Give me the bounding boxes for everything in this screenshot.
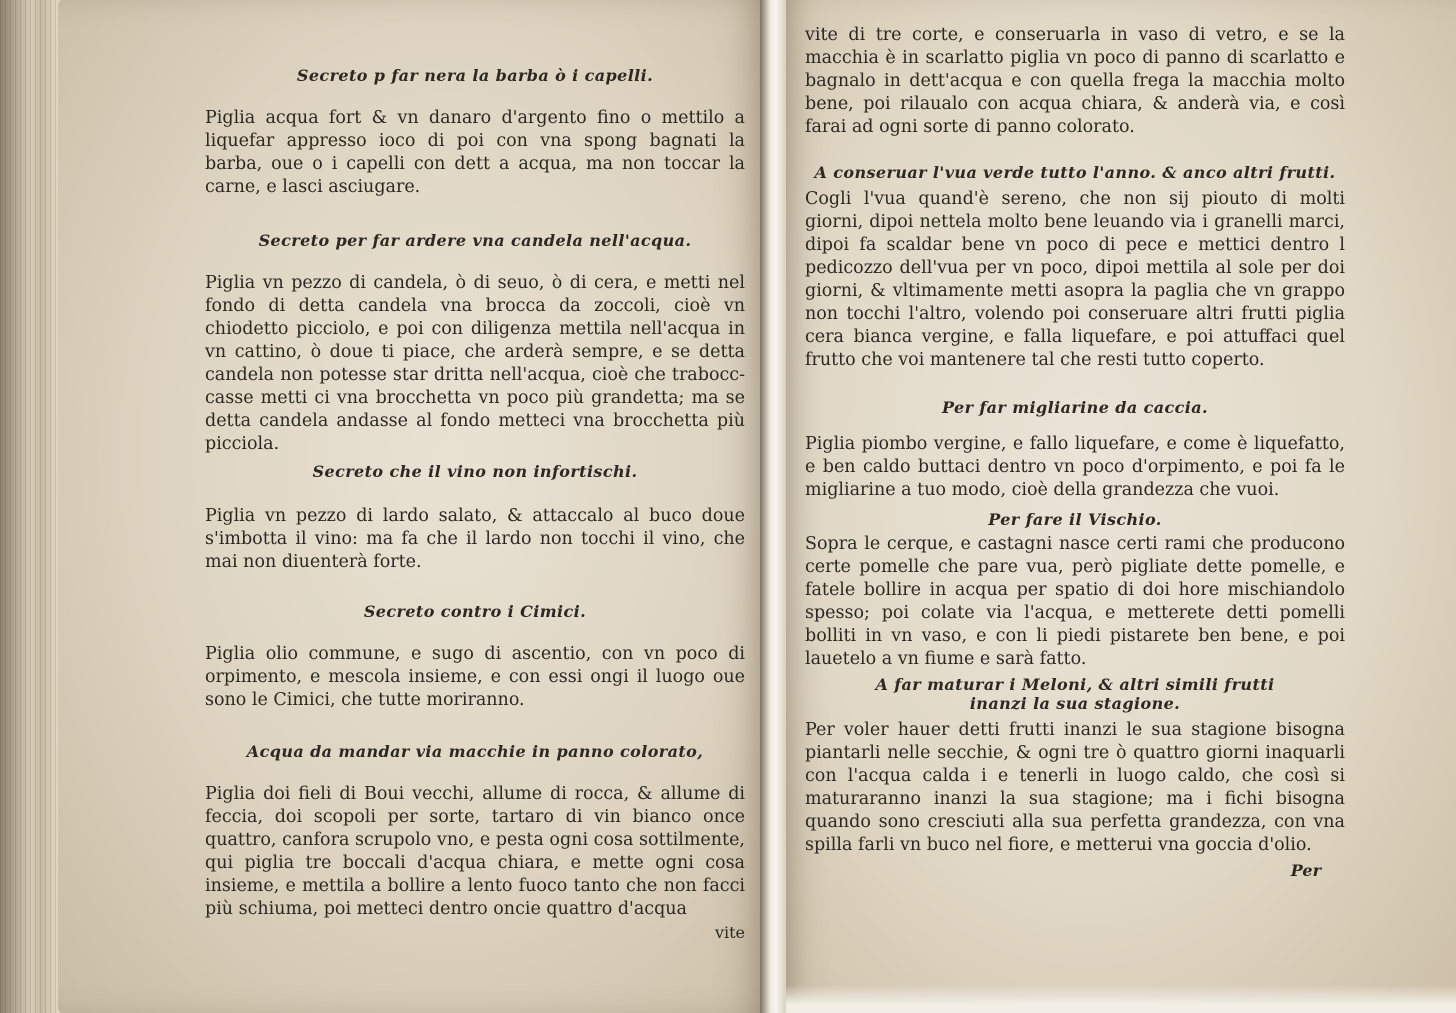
recipe-heading: Secreto per far ardere vna candela nell'acqua.: [258, 231, 692, 250]
recipe-paragraph: Piglia piombo vergine, e fallo liquefare, e come è liquefatto, e ben caldo buttaci dentro vn poco d'orpimento, e poi fa le migliarine a tuo modo, cioè della grandezza che vuoi.: [805, 434, 1345, 500]
recipe-heading: Secreto contro i Cimici.: [363, 602, 587, 621]
recipe-heading: Per far migliarine da caccia.: [942, 398, 1208, 417]
torn-edge: [786, 985, 1456, 1013]
recipe-paragraph: Piglia doi fieli di Boui vecchi, allume di rocca, & allume di feccia, doi scopoli per sorte, tartaro di vin bianco once quattro, canfora scrupolo vno, e pesta ogni cosa sottilmente, qui piglia tre boccali d'acqua chiara, e mette ogni cosa insieme, e mettila a bollire a lento fuoco tanto che non facci più schiuma, poi metteci dentro oncie quattro d'acqua: [205, 784, 745, 919]
recipe-paragraph: Piglia vn pezzo di candela, ò di seuo, ò di cera, e metti nel fondo di detta candela vna brocca da zoccoli, cioè vn chiodetto picciolo, e poi con diligenza mettila nell'acqua in vn cattino, ò doue ti piace, che arderà sempre, e se detta candela non potesse star dritta nell'acqua, cioè che trabocc-casse metti ci vna brocchetta vn poco più grandetta; ma se detta candela andasse al fondo metteci vna brocchetta più picciola.: [205, 273, 745, 454]
recipe-paragraph: Piglia vn pezzo di lardo salato, & attaccalo al buco doue s'imbotta il vino: ma fa che il lardo non tocchi il vino, che mai non diuenterà forte.: [205, 506, 745, 572]
recipe-paragraph: Sopra le cerque, e castagni nasce certi rami che producono certe pomelle che pare vua, però pigliate dette pomelle, e fatele bollire in acqua per spatio di doi hore mischiandolo spesso; poi colate via l'acqua, e metterete detti pomelli bolliti in vn vaso, e con li piedi pistarete ben bene, e poi lauetelo a vn fiume e sarà fatto.: [805, 534, 1345, 669]
recipe-paragraph: Piglia olio commune, e sugo di ascentio, con vn poco di orpimento, e mescola insieme, e con essi ongi il luogo oue sono le Cimici, che tutte moriranno.: [205, 644, 745, 710]
recipe-paragraph: Cogli l'vua quand'è sereno, che non sij piouto di molti giorni, dipoi nettela molto bene leuando via i granelli marci, dipoi fa scaldar bene vn poco di pece e mettici dentro l pedicozzo dell'vua per vn poco, dipoi mettila al sole per doi giorni, & vltimamente metti asopra la paglia che vn grappo non tocchi l'altro, volendo poi conseruare altri frutti piglia cera bianca vergine, e falla liquefare, e poi attuffaci quel frutto che voi mantenere tal che resti tutto coperto.: [805, 189, 1345, 370]
catchword: Per: [1290, 861, 1321, 880]
recipe-heading: Secreto p far nera la barba ò i capelli.: [296, 66, 654, 85]
recipe-paragraph: Per voler hauer detti frutti inanzi le sua stagione bisogna piantarli nelle secchie, & ogni tre ò quattro giorni inaquarli con l'acqua calda i e tenerli in luogo caldo, che così si maturaranno inanzi la sua stagione; ma i fichi bisogna quando sono cresciuti alla sua perfetta grandezza, con vna spilla farli vn buco nel fiore, e metterui vna goccia d'olio.: [805, 720, 1345, 855]
recipe-heading: A conseruar l'vua verde tutto l'anno. & anco altri frutti.: [814, 163, 1336, 182]
right-page-text: [805, 24, 1345, 880]
left-page-text: [205, 60, 745, 942]
book-gutter: [760, 0, 786, 1013]
continued-paragraph: vite di tre corte, e conseruarla in vaso di vetro, e se la macchia è in scarlatto piglia vn poco di panno di scarlatto e bagnalo in dett'acqua e con quella frega la macchia molto bene, poi rilaualo con acqua chiara, & anderà via, e così farai ad ogni sorte di panno colorato.: [805, 25, 1345, 137]
recipe-heading: Acqua da mandar via macchie in panno colorato,: [246, 742, 704, 761]
recipe-heading: Per fare il Vischio.: [988, 510, 1162, 529]
recipe-paragraph: Piglia acqua fort & vn danaro d'argento fino o mettilo a liquefar appresso ioco di poi con vna spong bagnati la barba, oue o i capelli con dett a acqua, ma non toccar la carne, e lasci asciugare.: [205, 108, 745, 197]
recipe-heading: A far maturar i Meloni, & altri simili frutti inanzi la sua stagione.: [875, 675, 1275, 713]
catchword: vite: [714, 923, 745, 942]
recipe-heading: Secreto che il vino non infortischi.: [312, 462, 638, 481]
